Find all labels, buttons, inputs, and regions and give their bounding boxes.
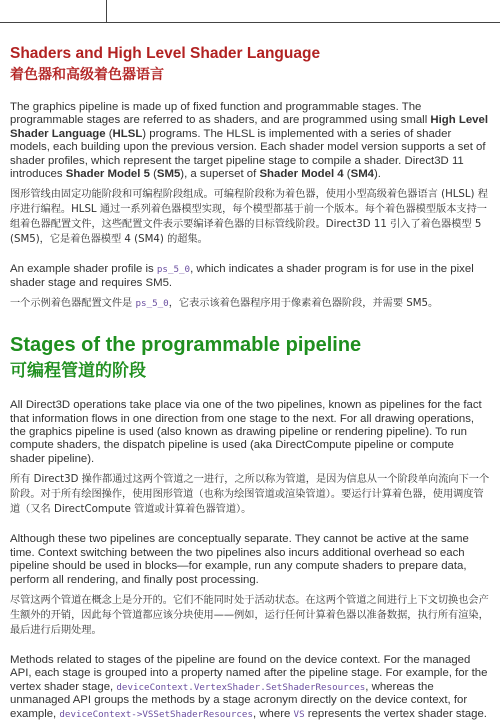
inline-code: VS xyxy=(293,708,305,720)
section1-title-zh: 着色器和高级着色器语言 xyxy=(10,67,164,83)
section2-paragraph2-en: Although these two pipelines are conceptually separate. They cannot be active at the same time. Context switching between the two pipelines also incurs additional overhead so each pipeline should be used in blocks—for example, run any compute shaders to prepare data, perform all rendering, and finally post processing. xyxy=(10,533,469,586)
bold-term: HLSL xyxy=(112,127,143,140)
bold-term: SM5 xyxy=(156,168,181,181)
inline-code: deviceContext.VertexShader.SetShaderResources xyxy=(116,681,366,693)
text-run: ) programs. The HLSL is implemented with a series of shader models, each building upon the previous version. Each shader model version supports a set of shader profiles, which represent the target pipeline stage to compile a shader. Direct3D 11 introduces xyxy=(10,127,486,181)
section2-paragraph1-en: All Direct3D operations take place via one of the two pipelines, known as pipelines for the fact that information flows in one direction from one stage to the next. For all drawing operations, the graphics pipeline is used (also known as drawing pipeline or rendering pipeline). To run compute shaders, the dispatch pipeline is used (aka DirectCompute pipeline or compute shader pipeline). xyxy=(10,399,482,465)
section1-paragraph1-zh: 图形管线由固定功能阶段和可编程阶段组成。可编程阶段称为着色器，使用小型高级着色器语言 (HLSL) 程序进行编程。HLSL 通过一系列着色器模型实现，每个模型都基于前一个版本。每个着色器模型版本支持一组着色器配置文件，这些配置文件表示要编译着色器的目标管线阶段。Direct3D 11 引入了着色器模型 5 (SM5)，它是着色器模型 4 (SM4) 的超集。 xyxy=(10,189,488,246)
text-run: ( xyxy=(343,168,351,181)
section1-title-en: Shaders and High Level Shader Language xyxy=(10,45,321,62)
section1-paragraph2-en xyxy=(10,263,490,290)
bold-term: Shader Model 4 xyxy=(259,168,344,181)
text-run: , whereas the unmanaged API groups the methods by a stage acronym directly on the device context, for example, xyxy=(10,680,468,720)
text-run: ( xyxy=(105,127,113,140)
bold-term: High Level Shader Language xyxy=(10,114,489,140)
section1-paragraph1-en xyxy=(10,101,490,181)
section2-paragraph2-zh: 尽管这两个管道在概念上是分开的。它们不能同时处于活动状态。在这两个管道之间进行上下文切换也会产生额外的开销，因此每个管道都应该分块使用——例如，运行任何计算着色器以准备数据，执行所有渲染，最后进行后期处理。 xyxy=(10,594,489,636)
text-run: , where xyxy=(253,707,294,720)
text-run: , which indicates a shader program is for use in the pixel shader stage and requires SM5. xyxy=(10,263,474,289)
top-table-divider xyxy=(106,0,107,22)
text-run: ( xyxy=(149,168,157,181)
section2-title-en: Stages of the programmable pipeline xyxy=(10,334,362,357)
inline-code: ps_5_0 xyxy=(135,298,169,310)
text-run: The graphics pipeline is made up of fixed function and programmable stages. The programmable stages are referred to as shaders, and are programmed using small xyxy=(10,101,431,127)
top-table-border xyxy=(0,0,500,23)
section1-paragraph2-zh xyxy=(10,296,490,311)
inline-code: deviceContext->VSSetShaderResources xyxy=(59,708,253,720)
text-run: ，它表示该着色器程序用于像素着色器阶段，并需要 SM5。 xyxy=(168,298,439,310)
inline-code: ps_5_0 xyxy=(156,264,191,276)
bold-term: SM4 xyxy=(350,168,375,181)
bold-term: Shader Model 5 xyxy=(65,168,150,181)
text-run: Methods related to stages of the pipeline are found on the device context. For the managed API, each stage is grouped into a property named after the pipeline stage. For example, for the vertex shader stage, xyxy=(10,653,488,693)
section2-title-zh: 可编程管道的阶段 xyxy=(10,361,146,382)
text-run: ). xyxy=(374,168,381,181)
section2-paragraph3-en xyxy=(10,654,490,721)
text-run: 一个示例着色器配置文件是 xyxy=(10,298,136,310)
text-run: represents the vertex shader stage. xyxy=(304,707,487,720)
section2-paragraph1-zh: 所有 Direct3D 操作都通过这两个管道之一进行，之所以称为管道，是因为信息从一个阶段单向流向下一个阶段。对于所有绘图操作，使用图形管道（也称为绘图管道或渲染管道）。要运行计算着色器，使用调度管道（又名 DirectCompute 管道或计算着色器管道）。 xyxy=(10,474,490,516)
text-run: ), a superset of xyxy=(180,168,260,181)
text-run: An example shader profile is xyxy=(10,263,157,276)
article-content xyxy=(10,36,490,721)
